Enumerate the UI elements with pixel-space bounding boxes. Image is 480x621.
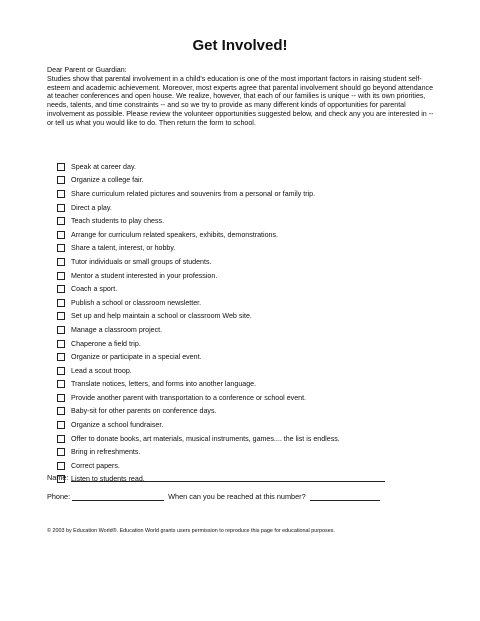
checklist-item-label: Tutor individuals or small groups of students. (71, 257, 212, 266)
checklist-item[interactable] (57, 201, 437, 215)
checklist-item-label: Translate notices, letters, and forms into another language. (71, 380, 257, 389)
checklist-item[interactable] (57, 364, 437, 378)
checklist-item[interactable] (57, 378, 437, 392)
phone-row (47, 492, 380, 501)
checkbox[interactable] (57, 204, 65, 212)
checkbox[interactable] (57, 176, 65, 184)
checkbox[interactable] (57, 367, 65, 375)
checklist-item[interactable] (57, 350, 437, 364)
checkbox[interactable] (57, 272, 65, 280)
phone-field[interactable] (72, 492, 164, 501)
checklist-item-label: Organize or participate in a special event. (71, 353, 202, 362)
checklist-item-label: Bring in refreshments. (71, 448, 141, 457)
checklist-item[interactable] (57, 323, 437, 337)
checkbox[interactable] (57, 244, 65, 252)
checklist-item[interactable] (57, 160, 437, 174)
name-row (47, 473, 385, 482)
checklist-item[interactable] (57, 418, 437, 432)
page-title: Get Involved! (192, 37, 288, 54)
checklist-item[interactable] (57, 459, 437, 473)
checkbox[interactable] (57, 353, 65, 361)
checklist-item[interactable] (57, 174, 437, 188)
checklist-item-label: Share a talent, interest, or hobby. (71, 244, 176, 253)
checklist-item-label: Organize a college fair. (71, 176, 144, 185)
checkbox[interactable] (57, 163, 65, 171)
checklist-item[interactable] (57, 242, 437, 256)
checklist-item[interactable] (57, 187, 437, 201)
checklist-item[interactable] (57, 337, 437, 351)
checklist-item[interactable] (57, 405, 437, 419)
checkbox[interactable] (57, 312, 65, 320)
checkbox[interactable] (57, 394, 65, 402)
checklist-item-label: Manage a classroom project. (71, 325, 163, 334)
salutation: Dear Parent or Guardian: (47, 66, 127, 74)
checkbox[interactable] (57, 421, 65, 429)
checkbox[interactable] (57, 190, 65, 198)
checklist-item-label: Baby-sit for other parents on conference days. (71, 407, 217, 416)
checkbox[interactable] (57, 462, 65, 470)
contact-time-label: When can you be reached at this number? (168, 492, 306, 501)
checkbox[interactable] (57, 299, 65, 307)
checklist-item-label: Coach a sport. (71, 285, 118, 294)
checkbox[interactable] (57, 285, 65, 293)
checklist-item-label: Provide another parent with transportation to a conference or school event. (71, 393, 307, 402)
name-field[interactable] (71, 473, 385, 482)
checklist-item-label: Direct a play. (71, 203, 112, 212)
checklist-item-label: Arrange for curriculum related speakers, exhibits, demonstrations. (71, 230, 278, 239)
checkbox[interactable] (57, 407, 65, 415)
checkbox[interactable] (57, 231, 65, 239)
checklist-item-label: Offer to donate books, art materials, musical instruments, games.... the list is endless. (71, 434, 340, 443)
checklist-item-label: Mentor a student interested in your profession. (71, 271, 218, 280)
phone-label: Phone: (47, 492, 71, 501)
checklist-item[interactable] (57, 296, 437, 310)
checklist-item-label: Publish a school or classroom newsletter. (71, 298, 202, 307)
checklist-item-label: Teach students to play chess. (71, 217, 165, 226)
checklist-item[interactable] (57, 255, 437, 269)
checkbox[interactable] (57, 435, 65, 443)
checklist-item-label: Set up and help maintain a school or classroom Web site. (71, 312, 252, 321)
checklist-item[interactable] (57, 282, 437, 296)
checkbox[interactable] (57, 326, 65, 334)
contact-time-field[interactable] (310, 492, 380, 501)
checkbox[interactable] (57, 448, 65, 456)
checkbox[interactable] (57, 258, 65, 266)
name-label: Name: (47, 473, 69, 482)
checkbox[interactable] (57, 340, 65, 348)
checklist-item[interactable] (57, 310, 437, 324)
copyright-notice: © 2003 by Education World®. Education World grants users permission to reproduce this page for educational purposes. (47, 528, 335, 534)
checklist-item[interactable] (57, 391, 437, 405)
checklist-item-label: Listen to students read. (71, 475, 145, 484)
checklist-item-label: Speak at career day. (71, 162, 136, 171)
intro-section (47, 66, 437, 127)
checkbox[interactable] (57, 217, 65, 225)
checklist-item-label: Share curriculum related pictures and souvenirs from a personal or family trip. (71, 189, 316, 198)
checkbox[interactable] (57, 380, 65, 388)
checklist-item-label: Organize a school fundraiser. (71, 421, 164, 430)
checklist-item-label: Correct papers. (71, 461, 120, 470)
checklist-item-label: Lead a scout troop. (71, 366, 132, 375)
checklist-item[interactable] (57, 432, 437, 446)
checklist-item[interactable] (57, 228, 437, 242)
intro-paragraph: Studies show that parental involvement in a child's education is one of the most important factors in raising student self-esteem and academic achievement. Moreover, most experts agree that parental involvement should go beyond attendance at teacher conferences and open house. We realize, however, that each of our families is unique -- with its own priorities, needs, talents, and time constraints -- and so we try to provide as many different kinds of opportunities for parental involvement as possible. Please review the volunteer opportunities suggested below, and check any you are interested in -- or tell us what you would like to do. Then return the form to school. (47, 74, 434, 127)
checklist-item-label: Chaperone a field trip. (71, 339, 141, 348)
checklist-item[interactable] (57, 269, 437, 283)
checklist-item[interactable] (57, 214, 437, 228)
checklist-item[interactable] (57, 445, 437, 459)
